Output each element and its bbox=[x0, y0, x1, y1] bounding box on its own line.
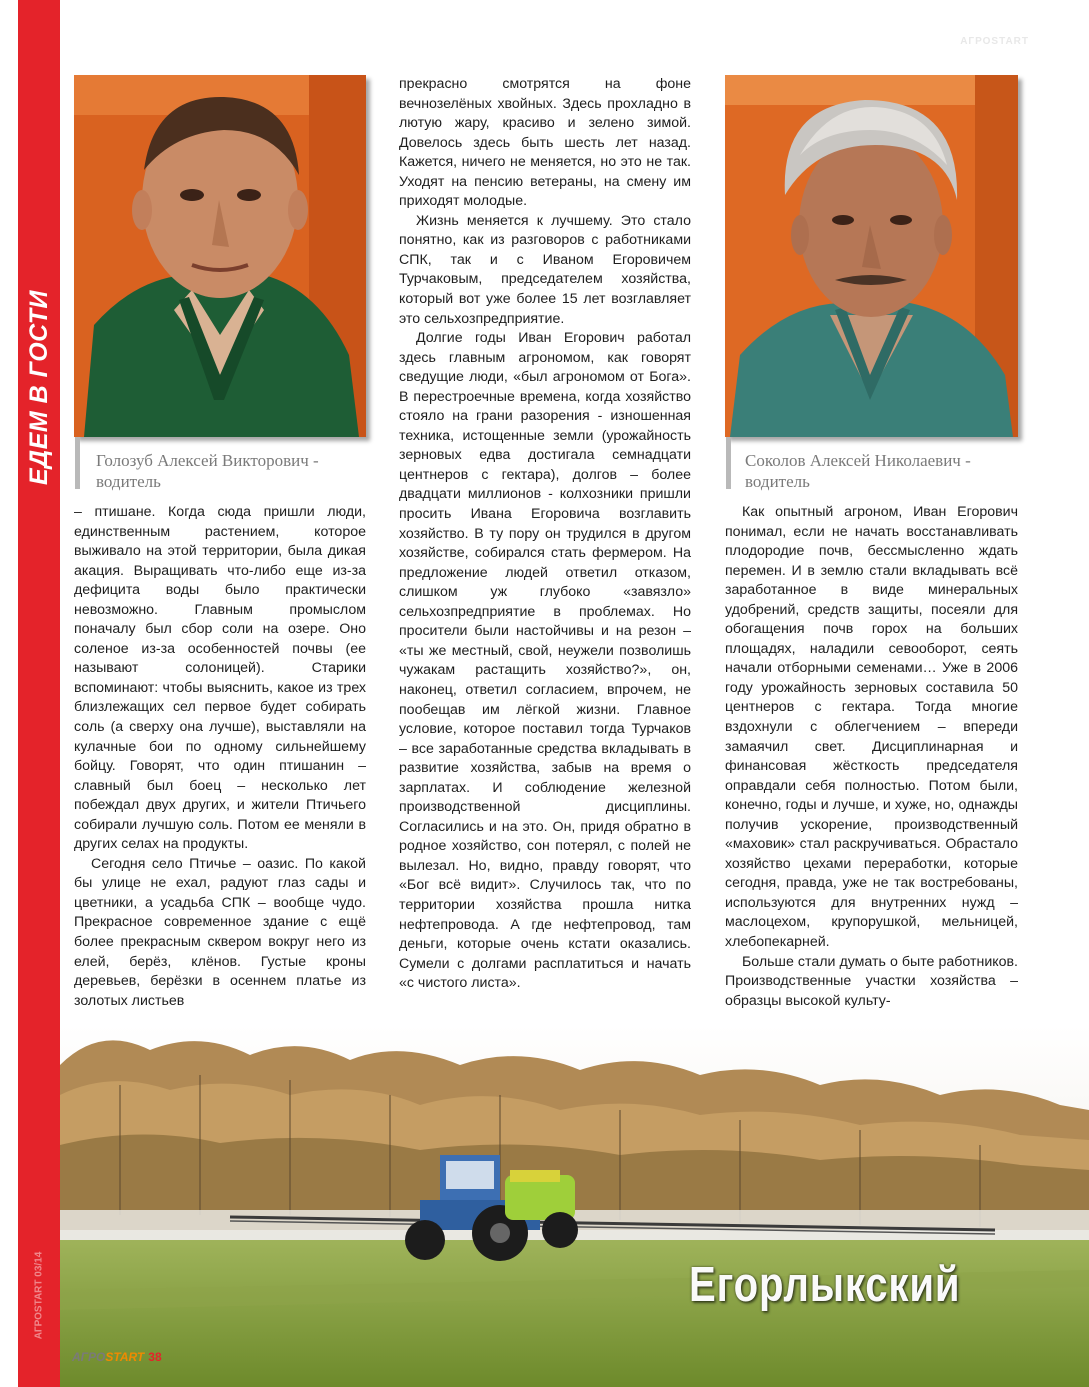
paragraph: Как опытный агроном, Иван Егорович понимал, если не начать восстанавливать плодородие почв, бессмысленно ждать перемен. И в землю стали вкладывать всё заработанное в виде минеральных удобрений, средств защиты, посеяли для обогащения почв горох на больших площадях, наладили севооборот, сеять начали отборными семенами… Уже в 2006 году урожайность зерновых составила 50 центнеров с гектара. Тогда многие вздохнули с облегчением – впереди замаячил свет. Дисциплинарная и финансовая жёсткость председателя оправдали себя полностью. Потом были, конечно, годы и лучше, и хуже, но, однажды получив ускорение, производственный «маховик» стал раскручиваться. Обрастало хозяйство цехами переработки, которые сегодня, правда, уже не так востребованы, используются для внутренних нужд – маслоцехом, крупорушкой, мельницей, хлебопекарней. bbox=[725, 504, 1018, 951]
page-number: 38 bbox=[148, 1350, 162, 1364]
article-column-1 bbox=[74, 503, 366, 1011]
field-tractor-illustration bbox=[60, 1025, 1089, 1387]
caption-bar bbox=[75, 437, 80, 489]
photo-caption: Голозуб Алексей Викторович - водитель bbox=[96, 451, 319, 491]
section-sidebar bbox=[18, 0, 60, 1387]
footer-logo-start: START bbox=[105, 1350, 145, 1364]
footer-logo bbox=[72, 1350, 162, 1364]
portrait-golozub bbox=[74, 75, 366, 437]
sidebar-footer bbox=[20, 1240, 58, 1350]
caption-bar bbox=[726, 437, 731, 489]
article-column-2 bbox=[399, 75, 691, 994]
paragraph: – птишане. Когда сюда пришли люди, единственным растением, которое выживало на этой территории, была дикая акация. Выращивать что-либо еще из-за дефицита воды было практически невозможно. Главным промыслом поначалу был сбор соли на озере. Оно соленое из-за особенностей почвы (ее называют солоницей). Старики вспоминают: чтобы выяснить, какое из трех близлежащих сел первое будет собирать соль (а сверху она лучше), выставляли на кулачные бои по одному сильнейшему бойцу. Говорят, что один птишанин – славный был боец – несколько лет побеждал двух других, и жители Птичьего собирали лучшую соль. Потом ее меняли в других селах на продукты. bbox=[74, 504, 366, 853]
section-title-text: ЕДЕМ В ГОСТИ bbox=[24, 290, 53, 485]
header-brand: АГРОSTART bbox=[960, 36, 1029, 47]
portrait-sokolov bbox=[725, 75, 1018, 437]
paragraph: Жизнь меняется к лучшему. Это стало понятно, как из разговоров с работниками СПК, так и с Иваном Егоровичем Турчаковым, председателем хозяйства, который вот уже более 15 лет возглавляет это сельхозпредприятие. bbox=[399, 212, 691, 327]
overlay-title: Егорлыкский bbox=[689, 1258, 961, 1312]
portrait-sokolov-illustration bbox=[725, 75, 1018, 437]
section-title bbox=[18, 285, 60, 490]
photo-caption: Соколов Алексей Николаевич - водитель bbox=[745, 451, 971, 491]
footer-logo-agro: АГРО bbox=[72, 1350, 106, 1364]
paragraph: прекрасно смотрятся на фоне вечнозелёных хвойных. Здесь прохладно в лютую жару, красиво и зелено зимой. Довелось здесь быть шесть лет назад. Кажется, ничего не меняется, но это не так. Уходят на пенсию ветераны, на смену им приходят молодые. bbox=[399, 76, 691, 210]
sidebar-footer-text: АГРОSTART 03/14 bbox=[33, 1251, 45, 1339]
portrait-golozub-illustration bbox=[74, 75, 366, 437]
field-tractor-photo bbox=[60, 1025, 1089, 1387]
paragraph: Сегодня село Птичье – оазис. По какой бы улице не ехал, радуют глаз сады и цветники, а усадьба СПК – вообще чудо. Прекрасное современное здание с ещё более прекрасным сквером вокруг него из елей, берёз, клёнов. Густые кроны деревьев, берёзки в осеннем платье из золотых листьев bbox=[74, 855, 366, 1009]
article-column-3 bbox=[725, 503, 1018, 1011]
paragraph: Больше стали думать о быте работников. Производственные участки хозяйства – образцы высокой культу- bbox=[725, 953, 1018, 1009]
paragraph: Долгие годы Иван Егорович работал здесь главным агрономом, как говорят сведущие люди, «был агрономом от Бога». В перестроечные времена, когда хозяйство стояло на грани разорения - изношенная техника, истощенные земли (урожайность зерновых едва достигала семнадцати центнеров с гектара), долгов – более двадцати миллионов - колхозники пришли просить Ивана Егоровича возглавить хозяйство. В ту пору он трудился в другом хозяйстве, собирался стать фермером. На предложение людей ответил отказом, слишком уж глубоко «завязло» сельхозпредприятие в проблемах. Но просители были настойчивы и на резон – «ты же местный, свой, неужели позволишь чужакам растащить хозяйство?», он, наконец, ответил согласием, впрочем, не пообещав им лёгкой жизни. Главное условие, которое поставил тогда Турчаков – все заработанные средства вкладывать в развитие хозяйства, забыв на время о зарплатах. И соблюдение железной производственной дисциплины. Согласились и на это. Он, придя обратно в родное хозяйство, сон потерял, с полей не вылезал. Но, видно, правду говорят, что «Бог всё видит». Случилось так, что по территории хозяйства прошла нитка нефтепровода. А где нефтепровод, там деньги, которые очень кстати оказались. Сумели с долгами расплатиться и начать «с чистого листа». bbox=[399, 330, 691, 992]
